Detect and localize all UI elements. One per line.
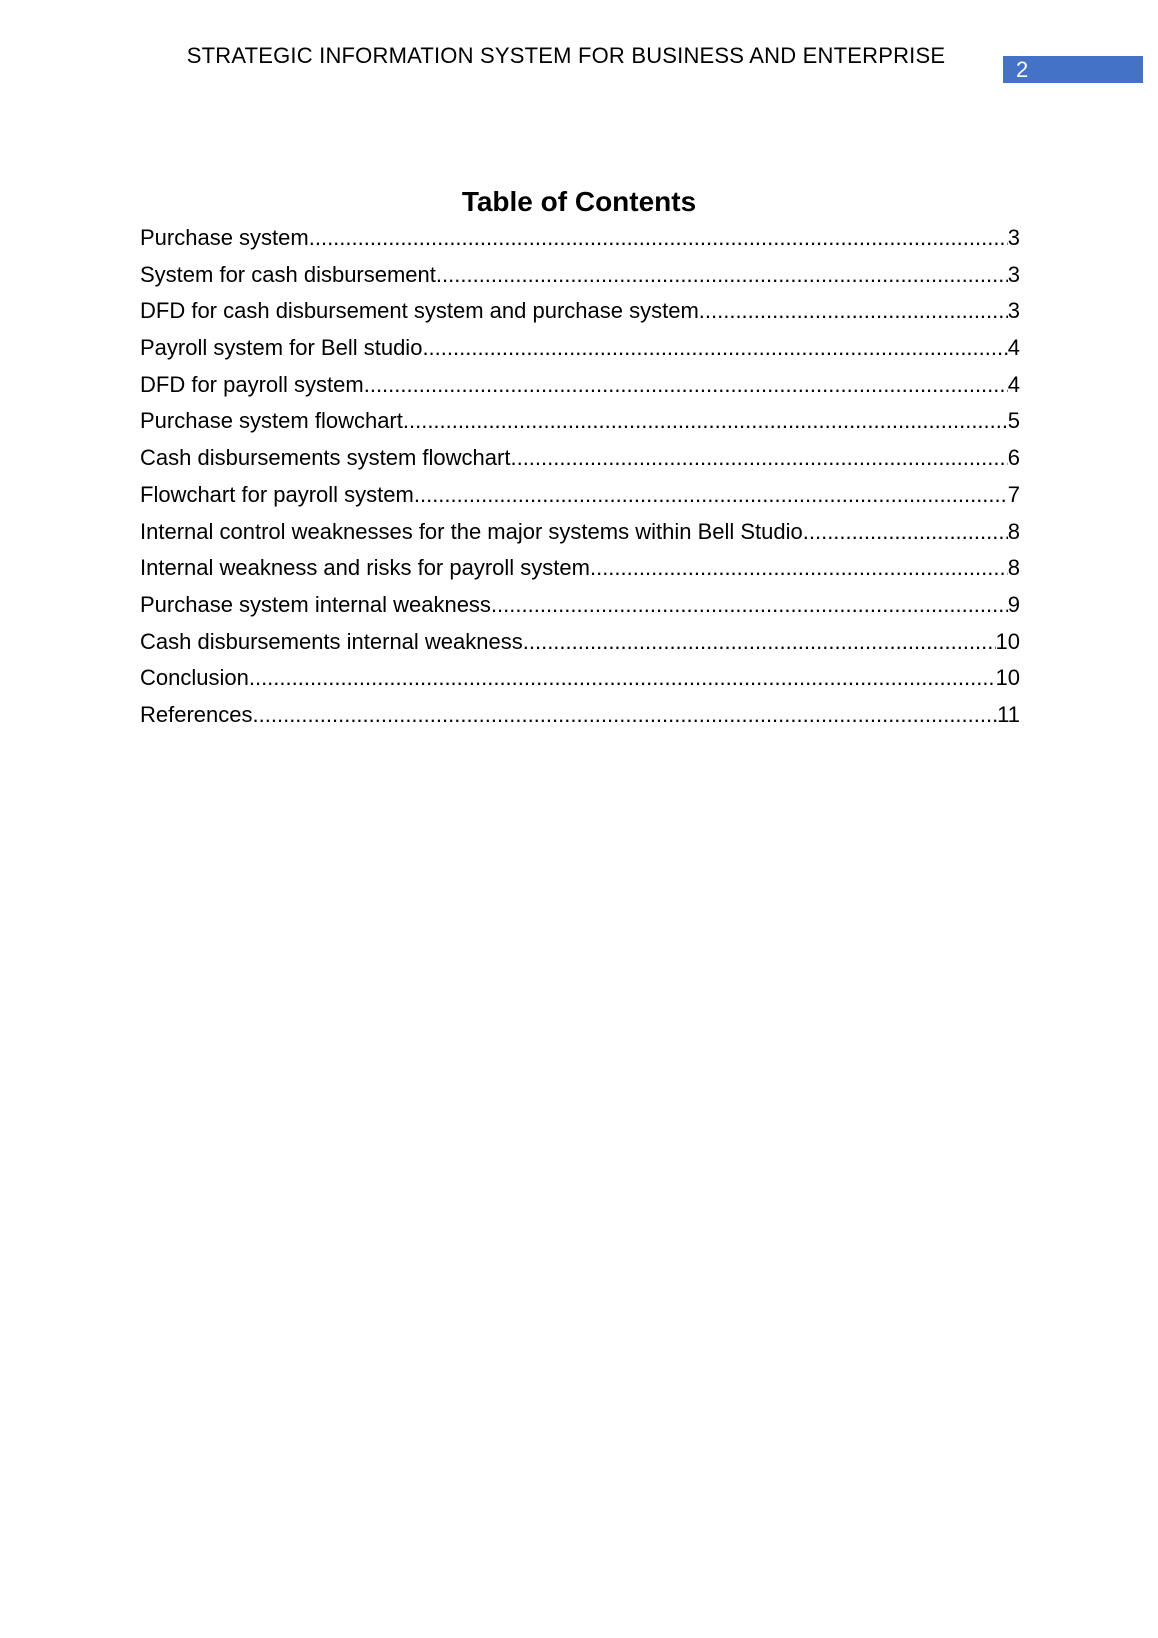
dot-leader [403, 403, 1008, 440]
toc-entry-label: Purchase system internal weakness [140, 591, 491, 617]
toc-entry-cash-flowchart[interactable] [140, 440, 1020, 477]
toc-entry-purchase-weakness[interactable] [140, 587, 1020, 624]
toc-entry-page: 10 [995, 665, 1020, 691]
toc-entry-label: Cash disbursements system flowchart [140, 445, 511, 471]
toc-entry-page: 6 [1007, 445, 1020, 471]
toc-entry-page: 11 [997, 701, 1020, 727]
toc-entry-page: 10 [995, 628, 1020, 654]
toc-entry-page: 5 [1007, 408, 1020, 434]
dot-leader [491, 587, 1008, 624]
dot-leader [590, 550, 1008, 587]
toc-entry-page: 9 [1007, 591, 1020, 617]
toc-entry-internal-control-weaknesses[interactable] [140, 514, 1020, 551]
toc-entry-dfd-cash-purchase[interactable] [140, 293, 1020, 330]
toc-heading: Table of Contents [461, 186, 697, 217]
toc-entry-label: Flowchart for payroll system [140, 481, 414, 507]
toc-entry-page: 4 [1007, 371, 1020, 397]
toc-entry-references[interactable] [140, 697, 1020, 734]
dot-leader [249, 660, 996, 697]
toc-entry-cash-disbursement-system[interactable] [140, 257, 1020, 294]
toc-entry-label: System for cash disbursement [140, 261, 436, 287]
toc-entry-label: References [140, 701, 253, 727]
toc-entry-page: 4 [1007, 335, 1020, 361]
toc-entry-label: Purchase system [140, 225, 309, 250]
toc-entry-payroll-weakness-risks[interactable] [140, 550, 1020, 587]
running-header-title: STRATEGIC INFORMATION SYSTEM FOR BUSINESS AND ENTERPRISE [186, 43, 946, 68]
dot-leader [510, 440, 1007, 477]
toc-entry-label: Cash disbursements internal weakness [140, 628, 523, 654]
table-of-contents [140, 220, 1020, 734]
dot-leader [414, 477, 1008, 514]
page-number-badge: 2 [1003, 56, 1143, 83]
toc-entry-purchase-system[interactable] [140, 220, 1020, 257]
toc-entry-conclusion[interactable] [140, 660, 1020, 697]
dot-leader [436, 257, 1008, 294]
toc-entry-label: DFD for cash disbursement system and purchase system [140, 298, 699, 324]
dot-leader [253, 697, 998, 734]
toc-entry-purchase-flowchart[interactable] [140, 403, 1020, 440]
toc-entry-label: Purchase system flowchart [140, 408, 403, 434]
toc-entry-dfd-payroll[interactable] [140, 367, 1020, 404]
toc-entry-page: 7 [1007, 481, 1020, 507]
toc-entry-label: DFD for payroll system [140, 371, 364, 397]
toc-entry-page: 3 [1007, 225, 1020, 250]
toc-entry-cash-weakness[interactable] [140, 624, 1020, 661]
toc-entry-page: 8 [1007, 555, 1020, 581]
dot-leader [699, 293, 1008, 330]
dot-leader [523, 624, 996, 661]
dot-leader [422, 330, 1007, 367]
toc-entry-label: Conclusion [140, 665, 249, 691]
toc-entry-label: Payroll system for Bell studio [140, 335, 423, 361]
dot-leader [803, 514, 1008, 551]
dot-leader [309, 220, 1008, 257]
toc-entry-payroll-flowchart[interactable] [140, 477, 1020, 514]
toc-entry-page: 8 [1007, 518, 1020, 544]
toc-entry-payroll-system[interactable] [140, 330, 1020, 367]
dot-leader [364, 367, 1008, 404]
toc-entry-page: 3 [1007, 298, 1020, 324]
toc-entry-page: 3 [1007, 261, 1020, 287]
toc-entry-label: Internal weakness and risks for payroll system [140, 555, 590, 581]
toc-entry-label: Internal control weaknesses for the major systems within Bell Studio [140, 518, 803, 544]
